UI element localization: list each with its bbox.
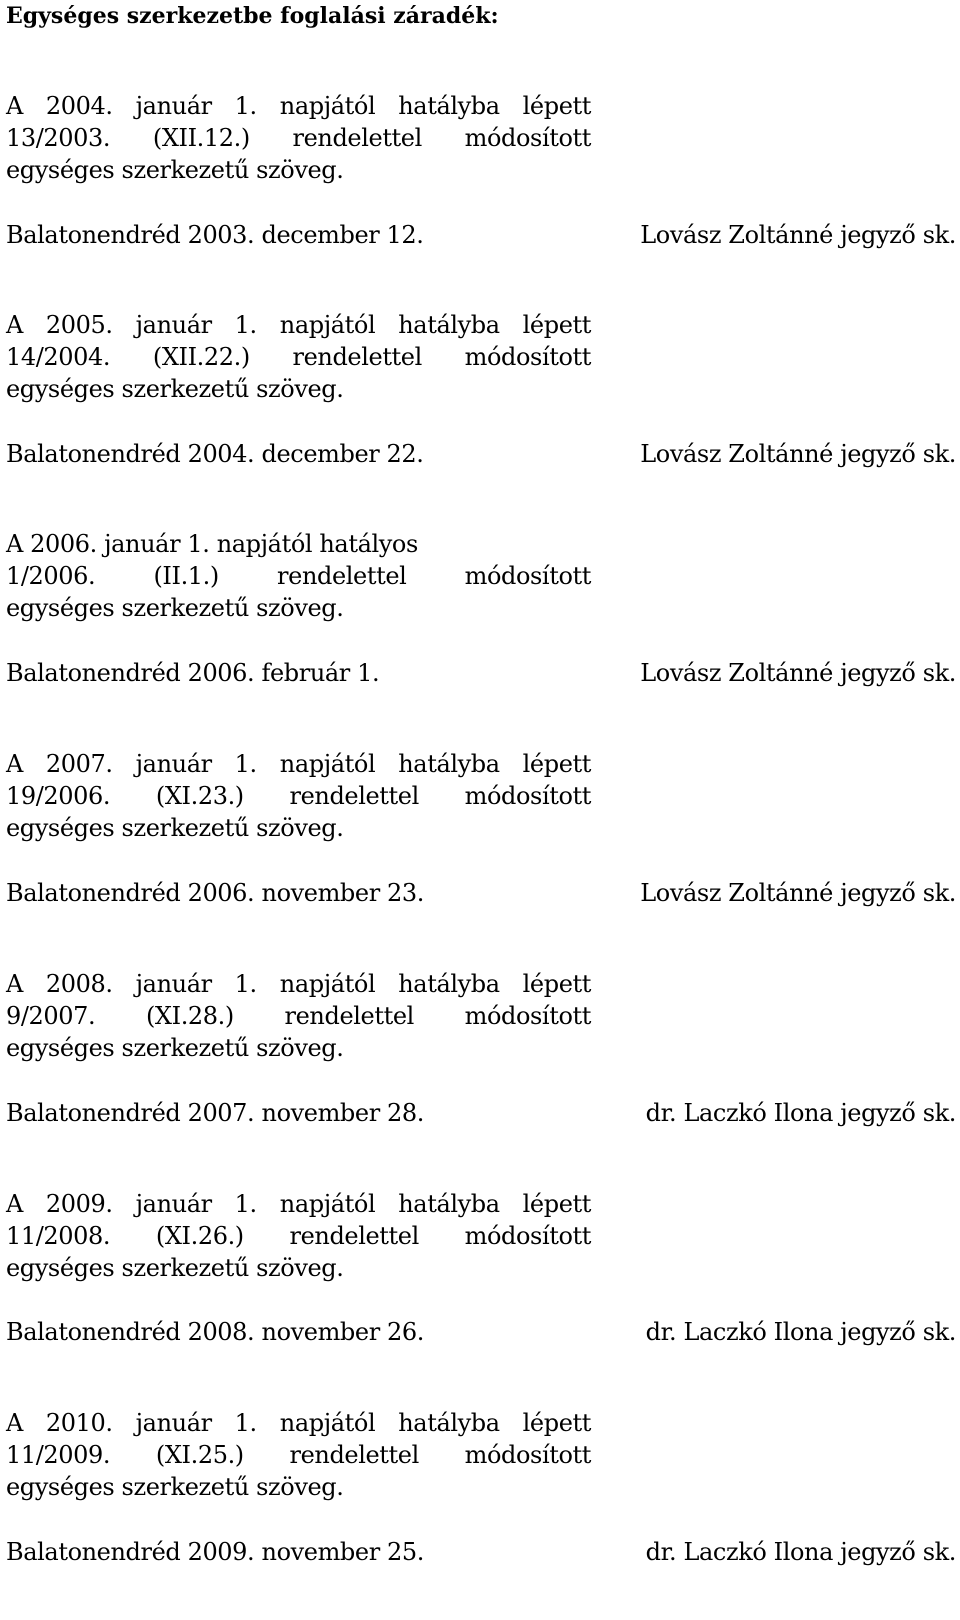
place-date: Balatonendréd 2006. február 1. (6, 659, 380, 687)
clause-line: 19/2006. (XI.23.) rendelettel módosított (6, 782, 591, 810)
signer: Lovász Zoltánné jegyző sk. (640, 440, 956, 468)
clause-line: egységes szerkezetű szöveg. (6, 1254, 344, 1282)
clause-block (6, 90, 591, 186)
clause-line: egységes szerkezetű szöveg. (6, 1473, 344, 1501)
signature-row (6, 657, 956, 689)
signer: Lovász Zoltánné jegyző sk. (640, 659, 956, 687)
place-date: Balatonendréd 2008. november 26. (6, 1318, 424, 1346)
signature-row (6, 1536, 956, 1568)
clause-block (6, 309, 591, 405)
clause-text (6, 528, 591, 624)
clause-line: A 2005. január 1. napjától hatályba lépett (6, 311, 591, 339)
clause-text (6, 90, 591, 186)
clause-line: 9/2007. (XI.28.) rendelettel módosított (6, 1002, 591, 1030)
clause-line: A 2008. január 1. napjától hatályba lépett (6, 970, 591, 998)
clause-line: 11/2008. (XI.26.) rendelettel módosított (6, 1222, 591, 1250)
clause-block (6, 1188, 591, 1284)
document-heading: Egységes szerkezetbe foglalási záradék: (6, 3, 499, 29)
clause-line: egységes szerkezetű szöveg. (6, 375, 344, 403)
place-date: Balatonendréd 2006. november 23. (6, 879, 424, 907)
signature-row (6, 438, 956, 470)
clause-line: 13/2003. (XII.12.) rendelettel módosított (6, 124, 591, 152)
signature-row (6, 1097, 956, 1129)
clause-text (6, 1407, 591, 1503)
clause-block (6, 748, 591, 844)
signature-row (6, 1316, 956, 1348)
clause-text (6, 748, 591, 844)
signer: dr. Laczkó Ilona jegyző sk. (645, 1538, 956, 1566)
clause-line: egységes szerkezetű szöveg. (6, 594, 344, 622)
clause-line: egységes szerkezetű szöveg. (6, 814, 344, 842)
clause-line: A 2004. január 1. napjától hatályba lépett (6, 92, 591, 120)
clause-block (6, 528, 591, 624)
clause-line: 1/2006. (II.1.) rendelettel módosított (6, 562, 591, 590)
clause-line: A 2010. január 1. napjától hatályba lépett (6, 1409, 591, 1437)
place-date: Balatonendréd 2004. december 22. (6, 440, 424, 468)
signer: dr. Laczkó Ilona jegyző sk. (645, 1099, 956, 1127)
clause-text (6, 1188, 591, 1284)
clause-block (6, 1407, 591, 1503)
clause-line: egységes szerkezetű szöveg. (6, 1034, 344, 1062)
clause-line: A 2009. január 1. napjától hatályba lépett (6, 1190, 591, 1218)
clause-text (6, 968, 591, 1064)
clause-text (6, 309, 591, 405)
place-date: Balatonendréd 2007. november 28. (6, 1099, 424, 1127)
signature-row (6, 219, 956, 251)
signer: dr. Laczkó Ilona jegyző sk. (645, 1318, 956, 1346)
clause-line: egységes szerkezetű szöveg. (6, 156, 344, 184)
place-date: Balatonendréd 2003. december 12. (6, 221, 424, 249)
clause-line: 11/2009. (XI.25.) rendelettel módosított (6, 1441, 591, 1469)
signer: Lovász Zoltánné jegyző sk. (640, 221, 956, 249)
clause-line: 14/2004. (XII.22.) rendelettel módosított (6, 343, 591, 371)
clause-line: A 2006. január 1. napjától hatályos (6, 530, 418, 558)
place-date: Balatonendréd 2009. november 25. (6, 1538, 424, 1566)
clause-block (6, 968, 591, 1064)
signer: Lovász Zoltánné jegyző sk. (640, 879, 956, 907)
clause-line: A 2007. január 1. napjától hatályba lépett (6, 750, 591, 778)
signature-row (6, 877, 956, 909)
